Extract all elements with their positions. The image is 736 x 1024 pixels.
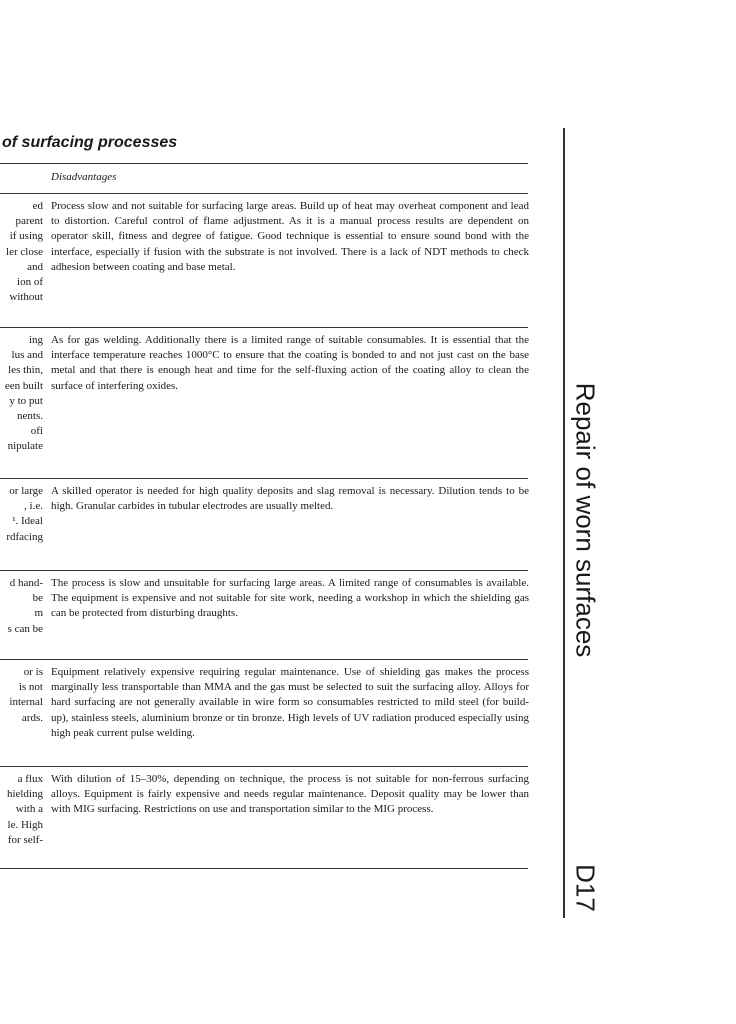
advantages-line: ed (32, 200, 43, 212)
advantages-line: ards. (21, 711, 43, 724)
table-row (0, 193, 530, 327)
table-row (0, 570, 530, 659)
advantages-line: y to put (9, 394, 43, 407)
row-divider (0, 766, 528, 767)
advantages-line: , i.e. (24, 500, 43, 513)
advantages-line: be (32, 592, 43, 605)
advantages-line: if using (9, 230, 43, 243)
table-row (0, 659, 530, 766)
advantages-line: is not (18, 681, 43, 694)
advantages-line: or is (23, 666, 43, 678)
advantages-line: or large (9, 485, 43, 497)
row-divider (0, 570, 528, 571)
section-title-vertical: Repair of worn surfaces (570, 382, 601, 658)
advantages-line: lus and (11, 349, 43, 362)
advantages-line: parent (15, 215, 43, 228)
row-divider (0, 327, 528, 328)
advantages-line: le. High (7, 818, 43, 831)
page-title: of surfacing processes (2, 134, 178, 151)
advantages-line: d hand- (9, 577, 43, 589)
advantages-line: nents. (17, 410, 43, 423)
table-row (0, 327, 530, 478)
advantages-cell (0, 576, 43, 637)
row-divider (0, 659, 528, 660)
advantages-line: with a (15, 803, 43, 816)
advantages-line: ler close (6, 245, 43, 258)
advantages-line: ing (28, 334, 43, 346)
advantages-line: and (27, 260, 43, 273)
advantages-line: a flux (17, 773, 43, 785)
advantages-line: ¹. Ideal (12, 515, 43, 528)
advantages-line: without (9, 291, 43, 304)
disadvantages-cell: Process slow and not suitable for surfacing large areas. Build up of heat may overheat component and lead to distortion. Careful control of flame adjustment. As it is a manual process results are dependent on operator skill, fitness and degree of fatigue. Good technique is essential to ensure sound bond with the interface, especially if fusion with the substrate is not involved. There is a lack of NDT methods to check adhesion between coating and base metal. (51, 200, 529, 273)
row-divider (0, 478, 528, 479)
table-row (0, 478, 530, 570)
margin-rule (563, 128, 565, 918)
table-row (0, 766, 530, 868)
advantages-cell (0, 484, 43, 545)
section-code: D17 (570, 864, 601, 912)
column-header-disadvantages: Disadvantages (51, 171, 117, 183)
table-bottom-rule (0, 868, 528, 869)
advantages-line: een built (4, 379, 43, 392)
advantages-cell (0, 199, 43, 305)
disadvantages-cell: A skilled operator is needed for high quality deposits and slag removal is necessary. Dilution tends to be high. Granular carbides in tubular electrodes are usually melted. (51, 485, 529, 513)
advantages-line: internal (9, 696, 43, 709)
advantages-line: ion of (17, 276, 43, 289)
advantages-line: ofi (30, 425, 43, 438)
advantages-line: nipulate (7, 440, 43, 453)
advantages-line: hielding (6, 788, 43, 801)
advantages-line: rdfacing (6, 530, 43, 543)
advantages-line: s can be (7, 622, 43, 635)
advantages-line: m (34, 607, 43, 620)
advantages-cell (0, 665, 43, 726)
disadvantages-cell: The process is slow and unsuitable for surfacing large areas. A limited range of consumables is available. The equipment is expensive and not suitable for site work, needing a workshop in which the shielding gas can be protected from disturbing draughts. (51, 577, 529, 620)
table-top-rule (0, 163, 528, 164)
advantages-line: les thin, (8, 364, 43, 377)
disadvantages-cell: As for gas welding. Additionally there is a limited range of suitable consumables. It is essential that the interface temperature reaches 1000°C to ensure that the coating is bonded to and not just cast on the base metal and that there is enough heat and time for the self-fluxing action of the coating alloy to clean the surface of interfering oxides. (51, 334, 529, 392)
advantages-cell (0, 333, 43, 455)
advantages-line: for self- (7, 833, 43, 846)
disadvantages-cell: With dilution of 15–30%, depending on technique, the process is not suitable for non-ferrous surfacing alloys. Equipment is fairly expensive and needs regular maintenance. Deposit quality may be lower than with MIG surfacing. Restrictions on use and transportation similar to the MIG process. (51, 773, 529, 816)
advantages-cell (0, 772, 43, 848)
disadvantages-cell: Equipment relatively expensive requiring regular maintenance. Use of shielding gas makes the process marginally less transportable than MMA and the gas must be selected to suit the surfacing alloy. Alloys for hard surfacing are not generally available in wire form so consumables restricted to mild steel (for build-up), stainless steels, aluminium bronze or tin bronze. High levels of UV radiation produced especially using high peak current pulse welding. (51, 666, 529, 739)
